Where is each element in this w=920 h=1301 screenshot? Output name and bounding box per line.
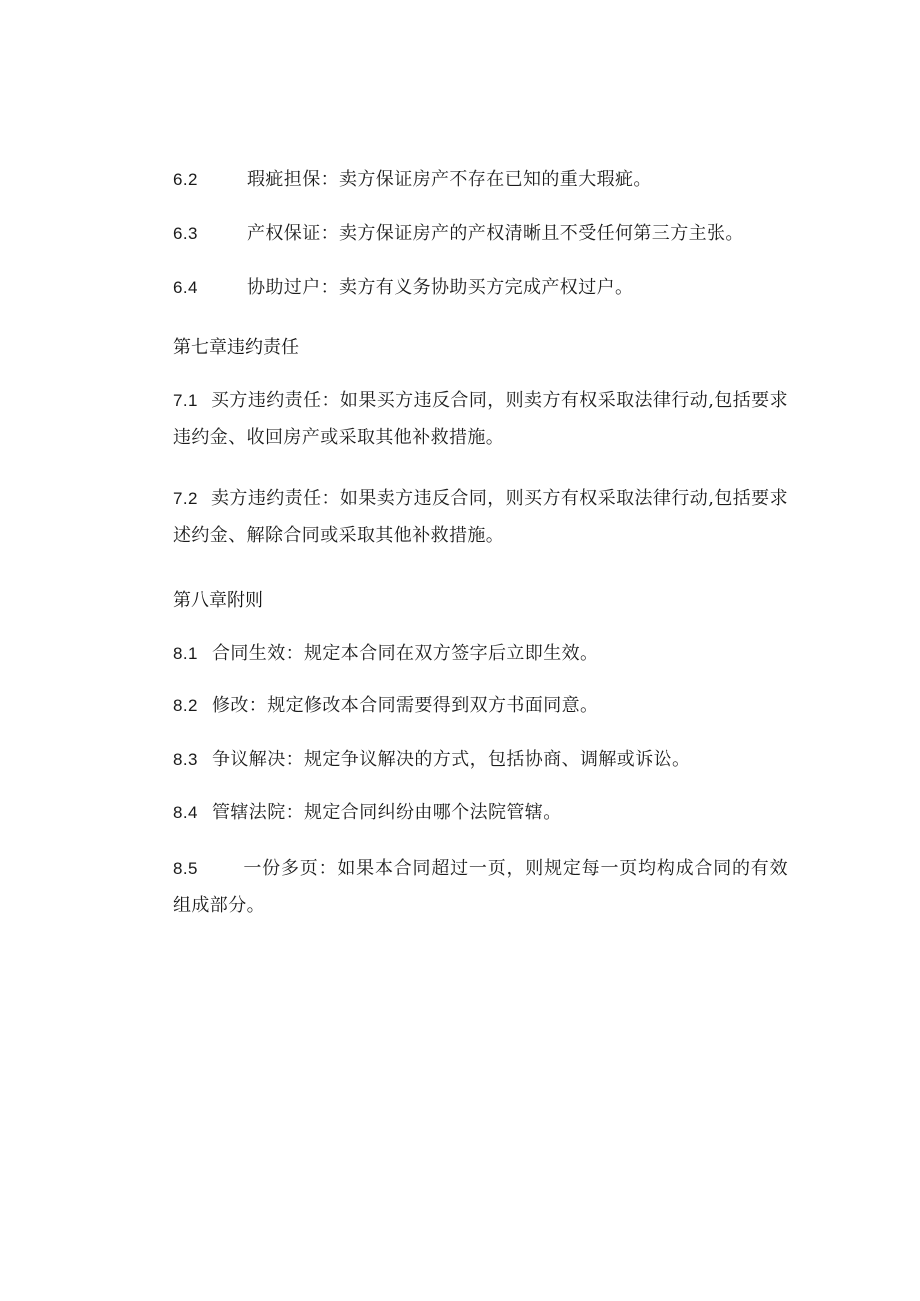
clause-8-4 xyxy=(173,797,788,829)
clause-text: 瑕疵担保：卖方保证房产不存在已知的重大瑕疵。 xyxy=(247,169,652,190)
clause-number: 6.4 xyxy=(173,278,198,297)
clause-text: 修改：规定修改本合同需要得到双方书面同意。 xyxy=(212,695,599,716)
clause-number: 7.2 xyxy=(173,489,198,508)
clause-number: 8.5 xyxy=(173,859,198,878)
clause-number: 6.3 xyxy=(173,224,198,243)
clause-8-3 xyxy=(173,744,788,776)
clause-6-3 xyxy=(173,218,788,250)
clause-text: 协助过户：卖方有义务协助买方完成产权过户。 xyxy=(247,277,634,298)
clause-text: 一份多页：如果本合同超过一页，则规定每一页均构成合同的有效组成部分。 xyxy=(173,858,788,916)
clause-7-2 xyxy=(173,480,788,554)
clause-number: 8.1 xyxy=(173,644,198,663)
clause-number: 7.1 xyxy=(173,391,198,410)
clause-number: 6.2 xyxy=(173,170,198,189)
clause-7-1 xyxy=(173,382,788,456)
clause-6-2 xyxy=(173,164,788,196)
clause-text: 卖方违约责任：如果卖方违反合同，则买方有权采取法律行动,包括要求述约金、解除合同或采取其他补救措施。 xyxy=(173,488,788,546)
clause-text: 争议解决：规定争议解决的方式，包括协商、调解或诉讼。 xyxy=(212,749,691,770)
clause-text: 买方违约责任：如果买方违反合同，则卖方有权采取法律行动,包括要求违约金、收回房产或采取其他补救措施。 xyxy=(173,390,788,448)
clause-number: 8.2 xyxy=(173,696,198,715)
clause-8-1 xyxy=(173,638,788,670)
clause-8-2 xyxy=(173,690,788,722)
clause-text: 合同生效：规定本合同在双方签字后立即生效。 xyxy=(212,643,599,664)
clause-6-4 xyxy=(173,272,788,304)
clause-number: 8.4 xyxy=(173,803,198,822)
chapter-7-heading: 第七章违约责任 xyxy=(173,337,299,358)
clause-8-5 xyxy=(173,850,788,924)
chapter-8-heading: 第八章附则 xyxy=(173,590,263,611)
clause-text: 产权保证：卖方保证房产的产权清晰且不受任何第三方主张。 xyxy=(247,223,744,244)
clause-text: 管辖法院：规定合同纠纷由哪个法院管辖。 xyxy=(212,802,562,823)
clause-number: 8.3 xyxy=(173,750,198,769)
